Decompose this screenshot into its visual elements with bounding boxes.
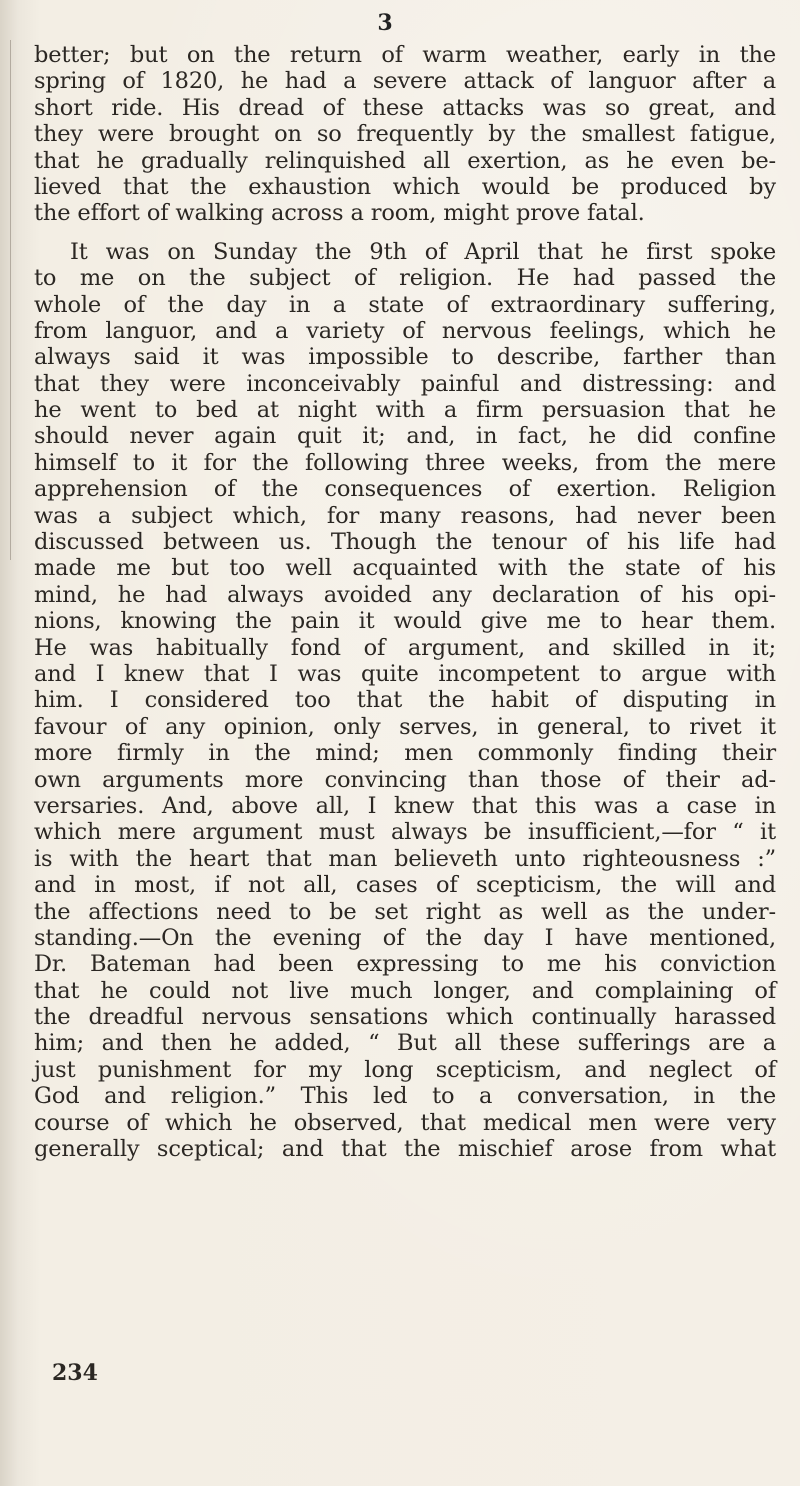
text-line: him; and then he added, “ But all these sufferings are a <box>34 1030 776 1057</box>
text-line: the effort of walking across a room, might prove fatal. <box>34 200 645 227</box>
text-line: they were brought on so frequently by the smallest fatigue, <box>34 121 776 148</box>
text-line: mind, he had always avoided any declaration of his opi- <box>34 581 776 608</box>
paragraph-gap <box>34 227 776 239</box>
text-line: whole of the day in a state of extraordinary suffering, <box>34 291 776 318</box>
text-line: and in most, if not all, cases of scepticism, the will and <box>34 872 776 899</box>
text-line: that they were inconceivably painful and distressing: and <box>34 370 776 397</box>
text-line: own arguments more convincing than those of their ad- <box>34 766 776 793</box>
text-line: nions, knowing the pain it would give me to hear them. <box>34 608 776 635</box>
paragraph-2 <box>34 239 776 1163</box>
text-line: was a subject which, for many reasons, had never been <box>34 502 776 529</box>
text-line: himself to it for the following three weeks, from the mere <box>34 449 776 476</box>
text-line: It was on Sunday the 9th of April that he first spoke <box>70 238 776 265</box>
text-line: Dr. Bateman had been expressing to me his conviction <box>34 951 776 978</box>
text-line: spring of 1820, he had a severe attack of languor after a <box>34 68 776 95</box>
text-line: He was habitually fond of argument, and skilled in it; <box>34 634 776 661</box>
page-number: 3 <box>377 10 393 36</box>
text-line: generally sceptical; and that the mischief arose from what <box>34 1136 776 1163</box>
text-line: to me on the subject of religion. He had passed the <box>34 265 776 292</box>
paragraph-1 <box>34 42 776 227</box>
text-line: apprehension of the consequences of exertion. Religion <box>34 476 776 503</box>
text-line: him. I considered too that the habit of disputing in <box>34 687 776 714</box>
text-line: the affections need to be set right as well as the under- <box>34 898 776 925</box>
text-line: favour of any opinion, only serves, in general, to rivet it <box>34 713 776 740</box>
text-line: discussed between us. Though the tenour of his life had <box>34 529 776 556</box>
text-line: from languor, and a variety of nervous feelings, which he <box>34 317 776 344</box>
page-edge-rule <box>10 40 11 560</box>
text-line: that he gradually relinquished all exertion, as he even be- <box>34 147 776 174</box>
text-line: short ride. His dread of these attacks was so great, and <box>34 94 776 121</box>
text-line: is with the heart that man believeth unto righteousness :” <box>34 845 776 872</box>
text-line: versaries. And, above all, I knew that this was a case in <box>34 792 776 819</box>
text-line: lieved that the exhaustion which would be produced by <box>34 173 776 200</box>
text-line: standing.—On the evening of the day I have mentioned, <box>34 924 776 951</box>
text-line: more firmly in the mind; men commonly finding their <box>34 740 776 767</box>
text-line: better; but on the return of warm weather, early in the <box>34 42 776 68</box>
text-line: made me but too well acquainted with the state of his <box>34 555 776 582</box>
text-line: that he could not live much longer, and complaining of <box>34 977 776 1004</box>
text-line: and I knew that I was quite incompetent to argue with <box>34 660 776 687</box>
text-line: just punishment for my long scepticism, and neglect of <box>34 1056 776 1083</box>
text-line: God and religion.” This led to a conversation, in the <box>34 1083 776 1110</box>
text-line: the dreadful nervous sensations which continually harassed <box>34 1004 776 1031</box>
text-line: he went to bed at night with a firm persuasion that he <box>34 397 776 424</box>
body-text <box>34 42 776 1162</box>
text-line: always said it was impossible to describe, farther than <box>34 344 776 371</box>
text-line: should never again quit it; and, in fact, he did confine <box>34 423 776 450</box>
signature-mark: 234 <box>52 1360 98 1386</box>
text-line: which mere argument must always be insufficient,—for “ it <box>34 819 776 846</box>
text-line: course of which he observed, that medical men were very <box>34 1109 776 1136</box>
